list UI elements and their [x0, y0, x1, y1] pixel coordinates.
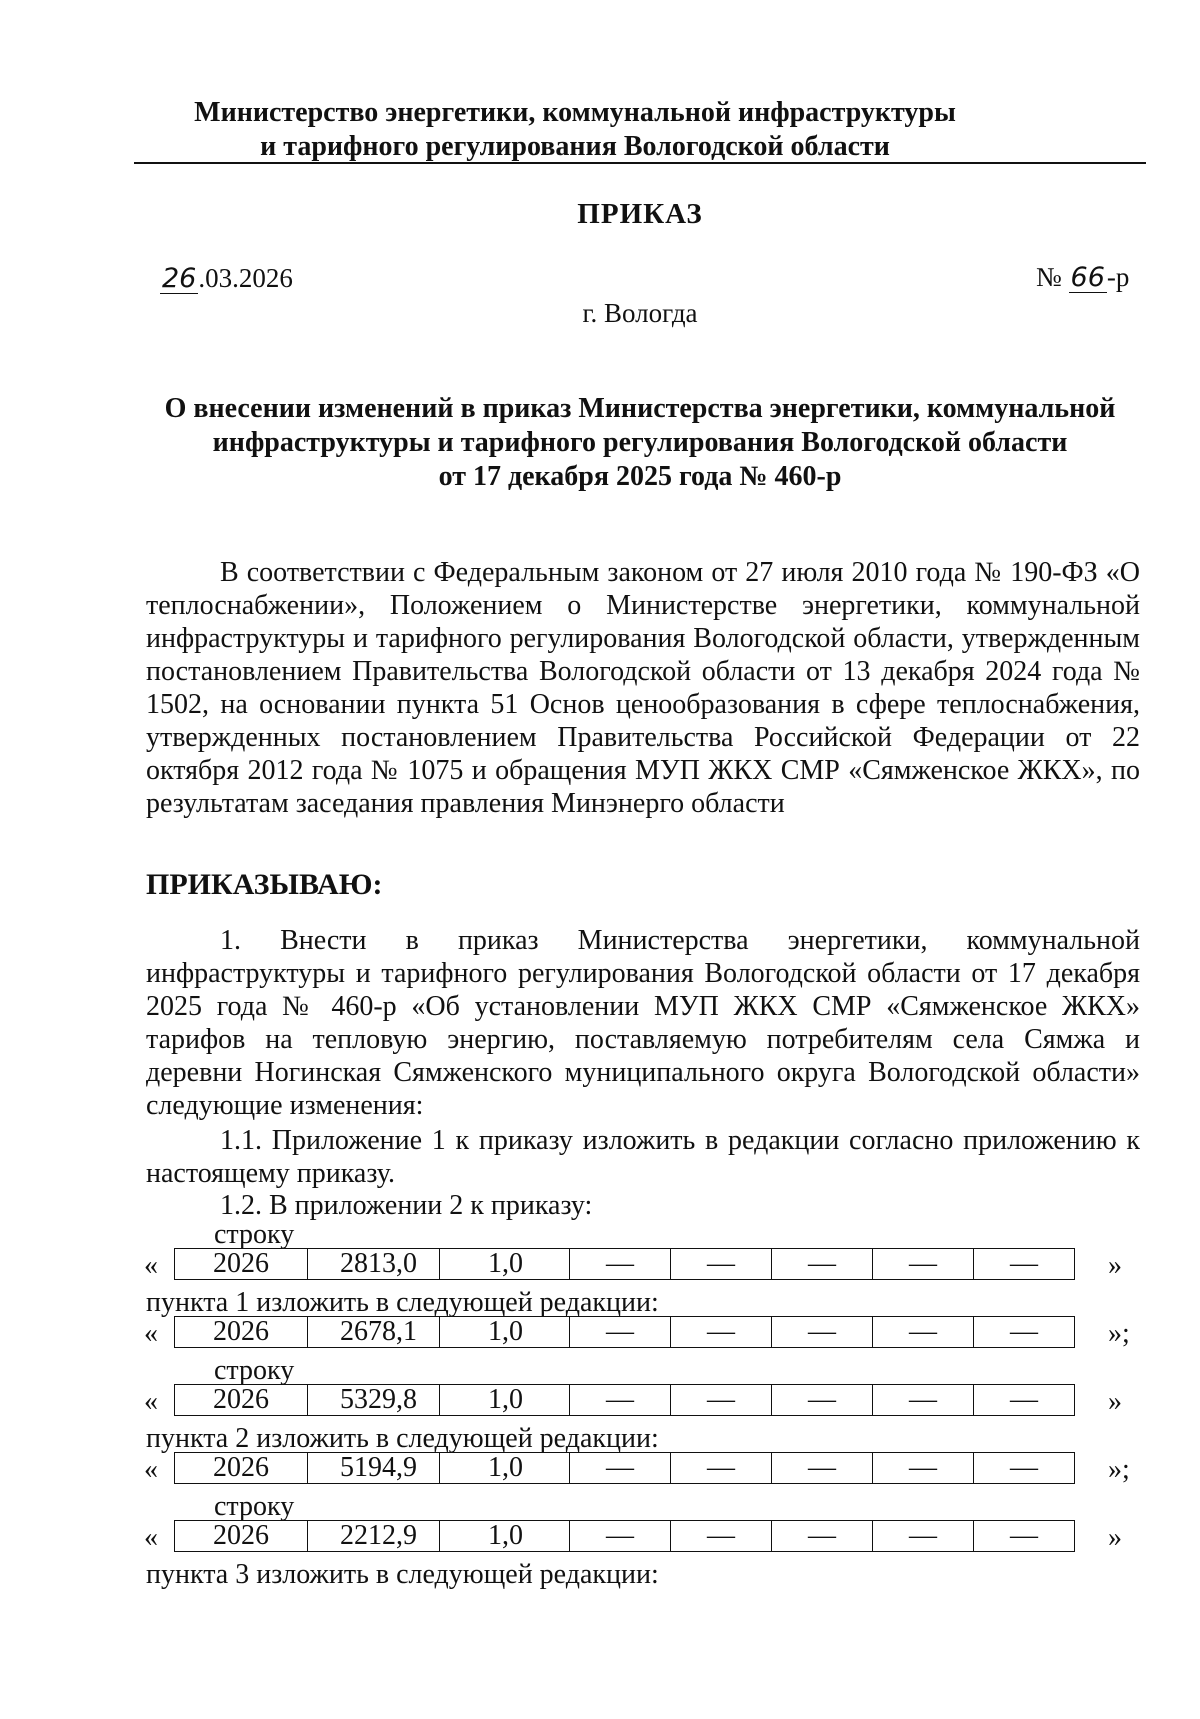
tariff-row-table	[174, 1452, 1075, 1484]
cell-dash: —	[570, 1385, 671, 1416]
tariff-row-table	[174, 1384, 1075, 1416]
date-day-handwritten: 26	[162, 263, 197, 294]
cell-dash: —	[772, 1521, 873, 1552]
cell-dash: —	[570, 1249, 671, 1280]
point-2-text: пункта 2 изложить в следующей редакции:	[146, 1423, 659, 1454]
cell-dash: —	[671, 1385, 772, 1416]
quote-close: »	[1108, 1386, 1122, 1417]
quote-open: «	[144, 1386, 158, 1417]
cell-dash: —	[570, 1453, 671, 1484]
table-row-old-3	[144, 1520, 1134, 1552]
cell-dash: —	[671, 1317, 772, 1348]
city: г. Вологда	[582, 298, 698, 328]
point-1-text: пункта 1 изложить в следующей редакции:	[146, 1287, 659, 1318]
item-1-2-paragraph: 1.2. В приложении 2 к приказу:	[220, 1190, 593, 1221]
cell-coef: 1,0	[440, 1453, 570, 1484]
quote-close-semicolon: »;	[1108, 1454, 1130, 1485]
cell-year: 2026	[175, 1249, 308, 1280]
order-title: ПРИКАЗ	[577, 198, 703, 230]
cell-value: 5329,8	[308, 1385, 440, 1416]
tariff-row-table	[174, 1316, 1075, 1348]
quote-open: «	[144, 1454, 158, 1485]
cell-dash: —	[772, 1317, 873, 1348]
document-heading	[140, 392, 1140, 494]
table-row-old-1	[144, 1248, 1134, 1280]
preamble-paragraph: В соответствии с Федеральным законом от 27 июля 2010 года № 190-ФЗ «О теплоснабжении», Положением о Министерстве энергетики, коммунальной инфраструктуры и тарифного регулирования Вологодской области, утвержденным постановлением Правительства Вологодской области от 13 декабря 2024 года № 1502, на основании пункта 51 Основ ценообразования в сфере теплоснабжения, утвержденных постановлением Правительства Российской Федерации от 22 октября 2012 года № 1075 и обращения МУП ЖКХ СМР «Сямженское ЖКХ», по результатам заседания правления Минэнерго области	[146, 557, 1140, 819]
cell-coef: 1,0	[440, 1521, 570, 1552]
number-handwritten: 66	[1070, 262, 1105, 293]
cell-year: 2026	[175, 1453, 308, 1484]
item-1-1-paragraph: 1.1. Приложение 1 к приказу изложить в редакции согласно приложению к настоящему приказу.	[146, 1125, 1140, 1189]
point-3-text: пункта 3 изложить в следующей редакции:	[146, 1559, 659, 1590]
heading-line-1: О внесении изменений в приказ Министерства энергетики, коммунальной	[164, 393, 1116, 424]
cell-dash: —	[873, 1453, 974, 1484]
quote-close: »	[1108, 1522, 1122, 1553]
ministry-line-1: Министерство энергетики, коммунальной инфраструктуры	[194, 97, 956, 128]
cell-dash: —	[772, 1385, 873, 1416]
cell-coef: 1,0	[440, 1385, 570, 1416]
cell-dash: —	[873, 1385, 974, 1416]
cell-dash: —	[772, 1453, 873, 1484]
cell-year: 2026	[175, 1317, 308, 1348]
cell-dash: —	[974, 1453, 1075, 1484]
cell-dash: —	[873, 1249, 974, 1280]
quote-open: «	[144, 1318, 158, 1349]
row-word: строку	[214, 1491, 295, 1522]
quote-close: »	[1108, 1250, 1122, 1281]
cell-dash: —	[873, 1521, 974, 1552]
cell-coef: 1,0	[440, 1249, 570, 1280]
cell-value: 2212,9	[308, 1521, 440, 1552]
number-sign: №	[1036, 262, 1062, 292]
row-word: строку	[214, 1355, 295, 1386]
cell-coef: 1,0	[440, 1317, 570, 1348]
cell-value: 5194,9	[308, 1453, 440, 1484]
cell-dash: —	[570, 1317, 671, 1348]
cell-dash: —	[974, 1385, 1075, 1416]
tariff-row-table	[174, 1248, 1075, 1280]
ministry-line-2: и тарифного регулирования Вологодской области	[260, 131, 890, 162]
cell-dash: —	[671, 1249, 772, 1280]
cell-dash: —	[974, 1317, 1075, 1348]
quote-open: «	[144, 1522, 158, 1553]
quote-open: «	[144, 1250, 158, 1281]
date-rest: .03.2026	[198, 263, 293, 293]
order-date	[160, 263, 293, 294]
table-row-new-1	[144, 1316, 1134, 1348]
table-row-new-2	[144, 1452, 1134, 1484]
cell-dash: —	[570, 1521, 671, 1552]
cell-dash: —	[671, 1453, 772, 1484]
header-divider	[134, 162, 1146, 164]
cell-dash: —	[974, 1249, 1075, 1280]
cell-year: 2026	[175, 1385, 308, 1416]
cell-value: 2678,1	[308, 1317, 440, 1348]
quote-close-semicolon: »;	[1108, 1318, 1130, 1349]
order-number	[1036, 262, 1129, 293]
row-word: строку	[214, 1219, 295, 1250]
cell-value: 2813,0	[308, 1249, 440, 1280]
cell-dash: —	[671, 1521, 772, 1552]
heading-line-2: инфраструктуры и тарифного регулирования Вологодской области	[212, 427, 1068, 458]
cell-dash: —	[974, 1521, 1075, 1552]
number-suffix: -р	[1106, 262, 1130, 292]
cell-year: 2026	[175, 1521, 308, 1552]
tariff-row-table	[174, 1520, 1075, 1552]
cell-dash: —	[873, 1317, 974, 1348]
ministry-name	[130, 96, 1020, 164]
item-1-paragraph: 1. Внести в приказ Министерства энергетики, коммунальной инфраструктуры и тарифного регулирования Вологодской области от 17 декабря 2025 года № 460-р «Об установлении МУП ЖКХ СМР «Сямженское ЖКХ» тарифов на тепловую энергию, поставляемую потребителям села Сямжа и деревни Ногинская Сямженского муниципального округа Вологодской области» следующие изменения:	[146, 925, 1140, 1121]
table-row-old-2	[144, 1384, 1134, 1416]
cell-dash: —	[772, 1249, 873, 1280]
heading-line-3: от 17 декабря 2025 года № 460-р	[438, 461, 842, 492]
orders-heading: ПРИКАЗЫВАЮ:	[146, 868, 383, 901]
